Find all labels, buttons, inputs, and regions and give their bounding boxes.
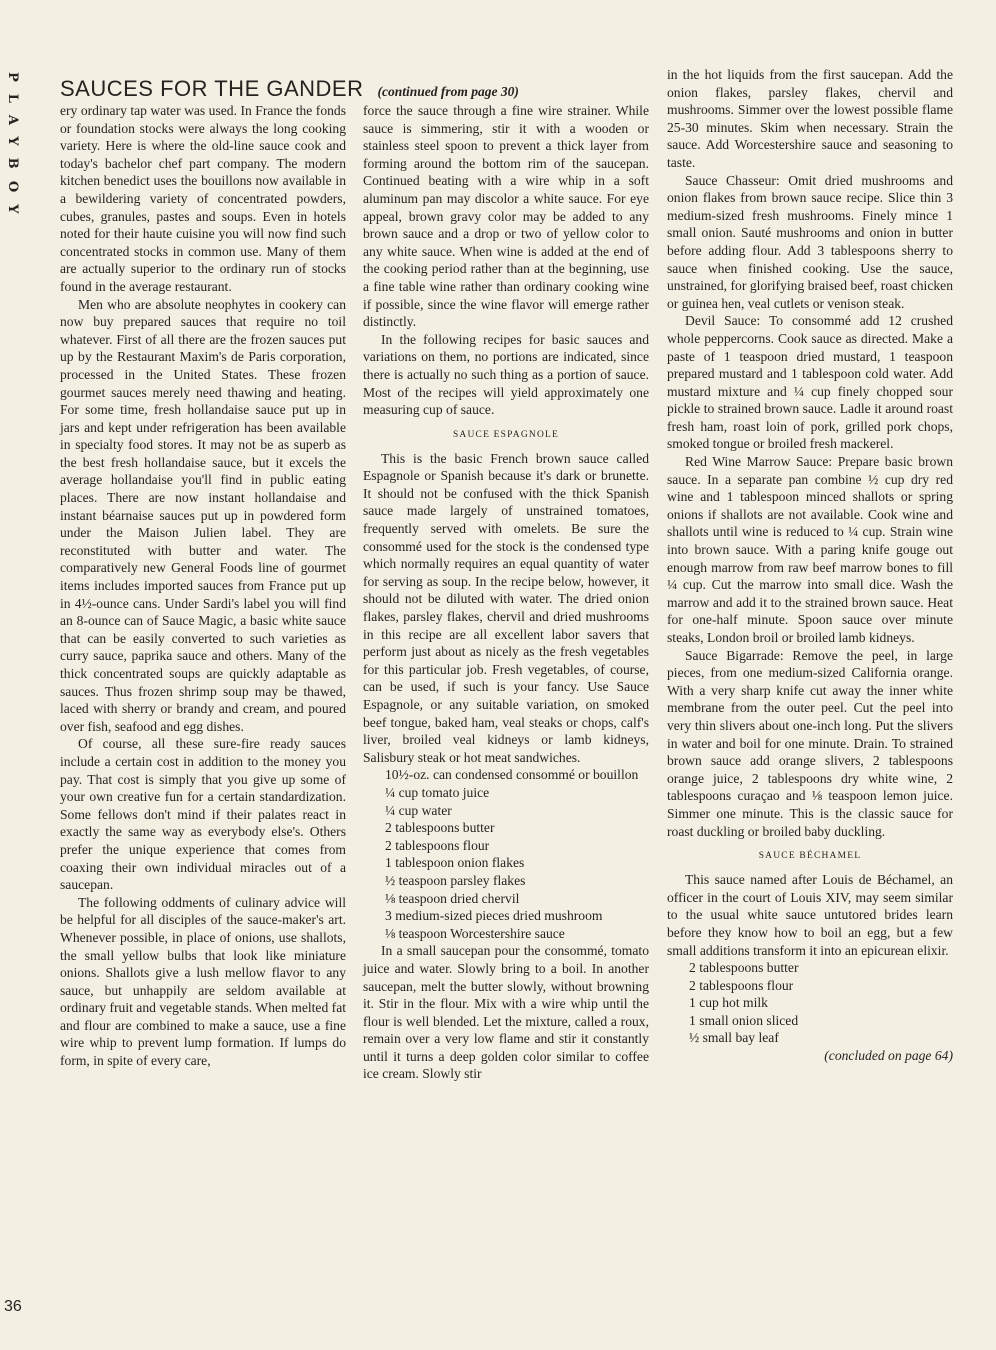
paragraph: The following oddments of culinary advice will be helpful for all disciples of the sauce-maker's art. Whenever possible, in place of onions, use shallots, the small yellow bulbs that look like miniature onions. Shallots give a lush mellow flavor to any sauce, but unhappily are seldom available at ordinary fruit and vegetable stands. When melted fat and flour are combined to make a sauce, use a fine wire whip to prevent lump formation. If lumps do form, in spite of every care, xyxy=(60,894,346,1069)
column-2 xyxy=(363,102,649,1083)
paragraph: Devil Sauce: To consommé add 12 crushed whole peppercorns. Cook sauce as directed. Make a paste of 1 teaspoon dried mustard, 1 teaspoon prepared mustard and 1 tablespoon cold water. Add mustard mixture and ¼ cup finely chopped sour pickle to strained brown sauce. Ladle it around roast fresh ham, roast loin of pork, grilled pork chops, smoked tongue or broiled fresh mackerel. xyxy=(667,313,953,452)
paragraph: Of course, all these sure-fire ready sauces include a certain cost in addition to the money you pay. That cost is simply that you give up some of your own creative fun for a certain standardization. Some fellows don't mind if their palates react in exactly the same way as everybody else's. Others prefer the unique experience that comes from coaxing their own individual miracles out of a saucepan. xyxy=(60,736,346,893)
paragraph: force the sauce through a fine wire strainer. While sauce is simmering, stir it with a wooden or stainless steel spoon to prevent a thick layer from forming around the bottom rim of the saucepan. Continued beating with a wire whip in a soft aluminum pan may discolor a white sauce. For eye appeal, brown gravy color may be added to any brown sauce and a drop or two of yellow color to any white sauce. When wine is added at the end of the cooking period rather than at the beginning, use a fine table wine rather than ordinary cooking wine if possible, since the wine flavor will emerge rather distinctly. xyxy=(363,103,649,330)
ingredient: ¼ cup tomato juice xyxy=(385,784,490,800)
column-3 xyxy=(667,66,953,1065)
section-heading-espagnole: SAUCE ESPAGNOLE xyxy=(452,429,560,440)
ingredient: 1 tablespoon onion flakes xyxy=(385,855,525,871)
ingredient: ½ small bay leaf xyxy=(689,1030,779,1046)
ingredient: 2 tablespoons flour xyxy=(689,977,794,993)
paragraph: Sauce Chasseur: Omit dried mushrooms and onion flakes from brown sauce recipe. Slice thin 3 medium-sized fresh mushrooms. Finely mince 1 small onion. Sauté mushrooms and onion in butter before adding flour. Add 3 tablespoons sherry to sauce when finished cooking. Use the sauce, unstrained, for glorifying braised beef, roast chicken or guinea hen, veal cutlets or venison steak. xyxy=(667,172,953,311)
concluded-note: (concluded on page 64) xyxy=(824,1048,953,1064)
ingredient-list-espagnole xyxy=(363,766,649,942)
column-1 xyxy=(60,102,346,1070)
article-heading xyxy=(60,76,520,102)
paragraph: This is the basic French brown sauce called Espagnole or Spanish because it's dark or brunette. It should not be confused with the thick Spanish sauce made largely of unstrained tomatoes, frequently served with omelets. Be sure the consommé used for the stock is the condensed type which normally requires an equal quantity of water for serving as soup. In the recipe below, however, it should not be diluted with water. The dried onion flakes, parsley flakes, chervil and dried mushrooms in this recipe are all excellent labor savers that perform just about as nicely as the fresh vegetables for this particular job. Fresh vegetables, of course, can be used, if such is your fancy. Use Sauce Espagnole, or any suitable variation, on smoked beef tongue, baked ham, veal steaks or chops, calf's liver, broiled veal kidneys or lamb kidneys, Salisbury steak or hot meat sandwiches. xyxy=(363,450,649,765)
paragraph: In the following recipes for basic sauces and variations on them, no portions are indicated, since there is actually no such thing as a portion of sauce. Most of the recipes will yield approximately one measuring cup of sauce. xyxy=(363,331,649,418)
ingredient: 2 tablespoons butter xyxy=(385,820,495,836)
magazine-name xyxy=(5,72,22,226)
ingredient: ¼ cup water xyxy=(385,802,452,818)
ingredient: 2 tablespoons flour xyxy=(385,837,490,853)
page-number: 36 xyxy=(4,1298,22,1315)
article-title: SAUCES FOR THE GANDER xyxy=(60,76,364,101)
ingredient: ⅛ teaspoon dried chervil xyxy=(385,890,520,906)
magazine-name-text: PLAYBOY xyxy=(5,72,20,226)
paragraph: Sauce Bigarrade: Remove the peel, in large pieces, from one medium-sized California orange. With a very sharp knife cut away the inner white membrane from the outer peel. Cut the peel into very thin slivers about one-inch long. Put the slivers in water and boil for one minute. Drain. To strained brown sauce add orange slivers, 2 tablespoons orange juice, 2 tablespoons dry white wine, 2 tablespoons curaçao and ⅛ teaspoon lemon juice. Simmer one minute. This is the classic sauce for roast duckling or broiled baby duckling. xyxy=(667,647,953,839)
ingredient: 1 small onion sliced xyxy=(689,1012,799,1028)
paragraph: In a small saucepan pour the consommé, tomato juice and water. Slowly bring to a boil. In another saucepan, melt the butter slowly, without browning it. Stir in the flour. Mix with a wire whip until the flour is well blended. Let the mixture, called a roux, remain over a very low flame and stir it constantly until it turns a deep golden color similar to coffee ice cream. Slowly stir xyxy=(363,943,649,1082)
paragraph: This sauce named after Louis de Béchamel, an officer in the court of Louis XIV, may seem similar to the usual white sauce untutored brides learn before they know how to boil an egg, but a few small additions transform it into an epicurean elixir. xyxy=(667,872,953,958)
ingredient: ½ teaspoon parsley flakes xyxy=(385,872,526,888)
section-heading-bechamel: SAUCE BÉCHAMEL xyxy=(758,851,862,862)
ingredient-list-bechamel xyxy=(667,959,953,1047)
ingredient: 3 medium-sized pieces dried mushroom xyxy=(385,908,603,924)
ingredient: 10½-oz. can condensed consommé or bouillon xyxy=(385,767,639,783)
ingredient: ⅛ teaspoon Worcestershire sauce xyxy=(385,925,565,941)
continued-note: (continued from page 30) xyxy=(377,84,519,99)
paragraph: ery ordinary tap water was used. In France the fonds or foundation stocks were always the long cooking variety. Here is where the old-line sauce cook and today's bachelor chef part company. The modern kitchen benedict uses the bouillons now available in a bewildering variety of concentrated powders, cubes, granules, pastes and soups. Even in hotels noted for their haute cuisine you will now find such concentrated stocks in common use. Many of them are actually superior to the ordinary run of stocks found in the average restaurant. xyxy=(60,103,346,294)
paragraph: Men who are absolute neophytes in cookery can now buy prepared sauces that require no toil whatever. First of all there are the frozen sauces put up by the Restaurant Maxim's de Paris corporation, processed in the United States. These frozen gourmet sauces merely need thawing and heating. For some time, fresh hollandaise sauce put up in jars and kept under refrigeration has been available in specialty food stores. It may not be as superb as the best fresh hollandaise sauce, but it excels the average hollandaise you'll find in public eating places. There are now instant hollandaise and instant béarnaise sauces put up in powdered form under the Maison Julien label. They are reconstituted with butter and water. The comparatively new General Foods line of gourmet items includes imported sauces from France put up in 4½-ounce cans. Under Sardi's label you will find an 8-ounce can of Sauce Magic, a basic white sauce that can be easily converted to such varieties as curry sauce, paprika sauce and others. Many of the thick concentrated soups are quickly adaptable as sauces. Thus frozen shrimp soup may be thawed, laced with sherry or brandy and cream, and poured over fish, seafood and egg dishes. xyxy=(60,296,346,734)
ingredient: 2 tablespoons butter xyxy=(689,960,799,976)
ingredient: 1 cup hot milk xyxy=(689,995,768,1011)
paragraph: Red Wine Marrow Sauce: Prepare basic brown sauce. In a separate pan combine ½ cup dry red wine and 1 tablespoon minced shallots or spring onions if shallots are not available. Cook wine and shallots until wine is reduced to ¼ cup. Strain wine into brown sauce. With a paring knife gouge out enough marrow from raw beef marrow bones to fill ¼ cup. Cut the marrow into small dice. Wash the marrow and add it to the strained brown sauce. Heat for one-half minute. Spoon sauce over minute steaks, London broil or broiled lamb kidneys. xyxy=(667,454,953,645)
paragraph: in the hot liquids from the first saucepan. Add the onion flakes, parsley flakes, chervil and mushrooms. Simmer over the lowest possible flame 25-30 minutes. Skim when necessary. Strain the sauce. Add Worcestershire sauce and seasoning to taste. xyxy=(667,67,953,170)
